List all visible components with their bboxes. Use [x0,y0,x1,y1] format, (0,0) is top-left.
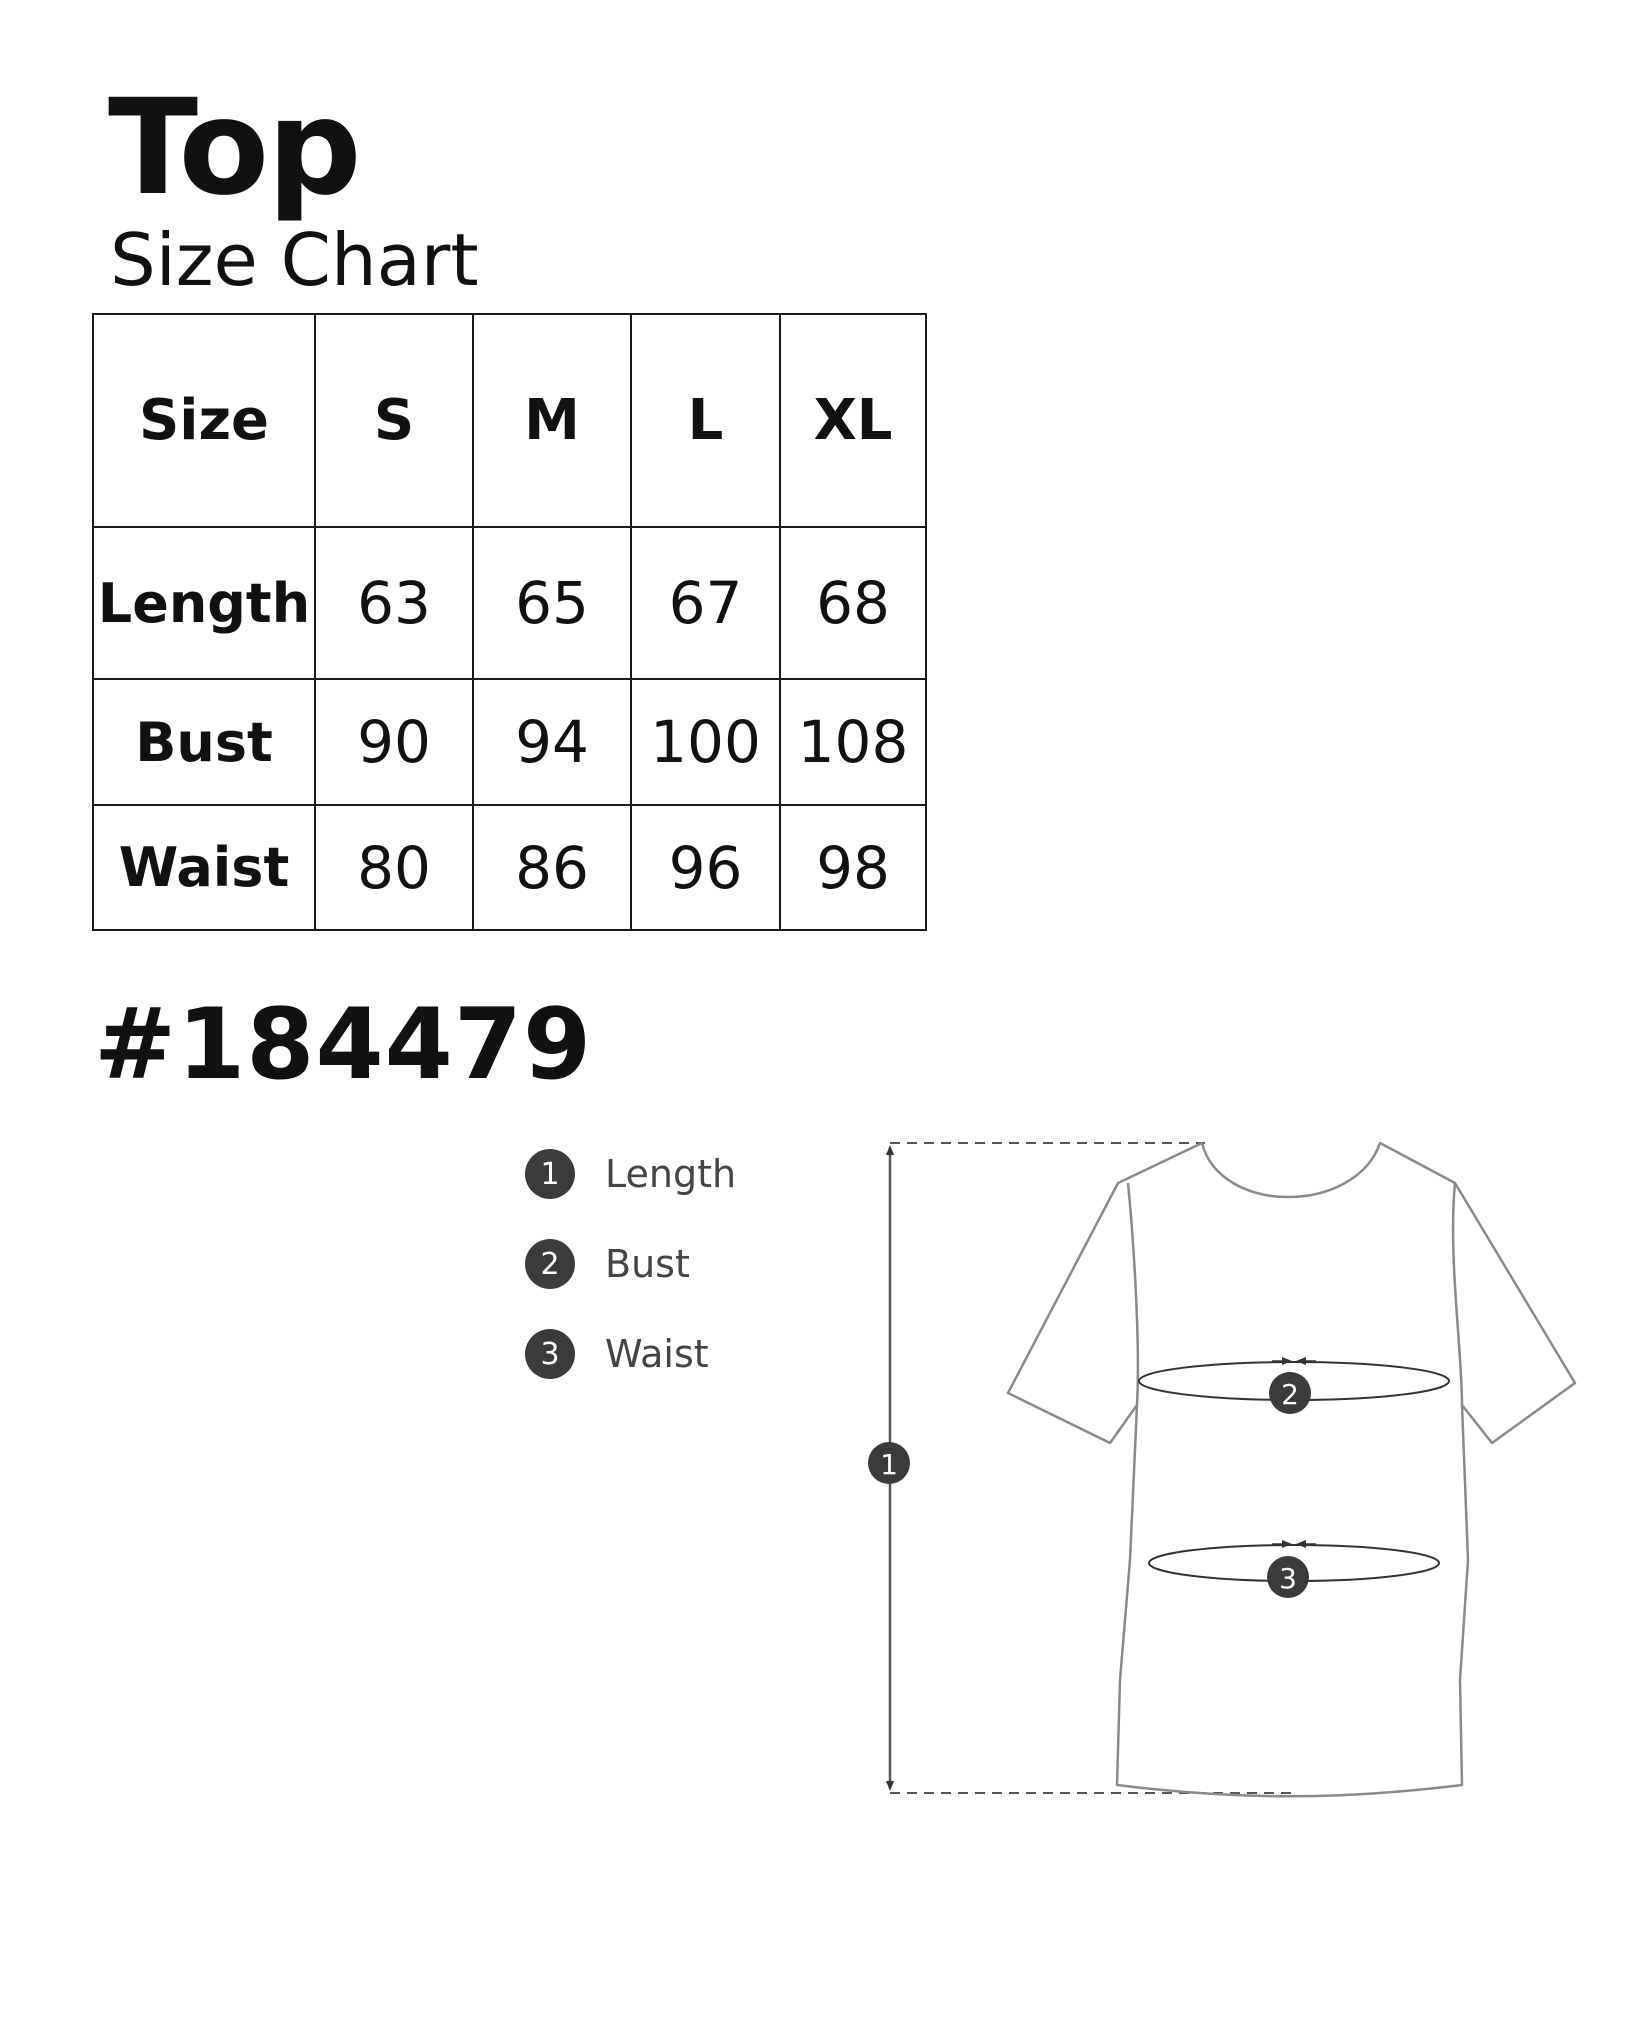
table-cell: 100 [631,679,780,805]
length-marker-number: 1 [880,1448,898,1481]
table-cell: 98 [780,805,926,930]
legend-label: Waist [605,1332,709,1376]
table-cell: 86 [473,805,631,930]
table-cell: 65 [473,527,631,679]
table-cell: 96 [631,805,780,930]
row-label-bust: Bust [93,679,315,805]
table-cell: 63 [315,527,473,679]
table-cell: 68 [780,527,926,679]
bust-marker-badge [1269,1372,1311,1414]
size-header-cell: Size [93,314,315,527]
size-l-header: L [631,314,780,527]
product-code: #184479 [94,988,593,1102]
legend-label: Length [605,1152,737,1196]
page-title: Top [108,71,360,225]
row-label-waist: Waist [93,805,315,930]
legend-label: Bust [605,1242,690,1286]
table-cell: 94 [473,679,631,805]
size-m-header: M [473,314,631,527]
table-cell: 108 [780,679,926,805]
size-xl-header: XL [780,314,926,527]
number-badge-icon: 2 [525,1239,575,1289]
tshirt-outline-icon [1008,1143,1575,1796]
length-marker-badge [868,1442,910,1484]
table-cell: 90 [315,679,473,805]
table-cell: 80 [315,805,473,930]
table-cell: 67 [631,527,780,679]
page-subtitle: Size Chart [110,218,479,302]
size-s-header: S [315,314,473,527]
row-label-length: Length [93,527,315,679]
bust-marker-number: 2 [1281,1378,1299,1411]
number-badge-icon: 1 [525,1149,575,1199]
waist-marker-badge [1267,1556,1309,1598]
waist-marker-number: 3 [1279,1562,1297,1595]
number-badge-icon: 3 [525,1329,575,1379]
